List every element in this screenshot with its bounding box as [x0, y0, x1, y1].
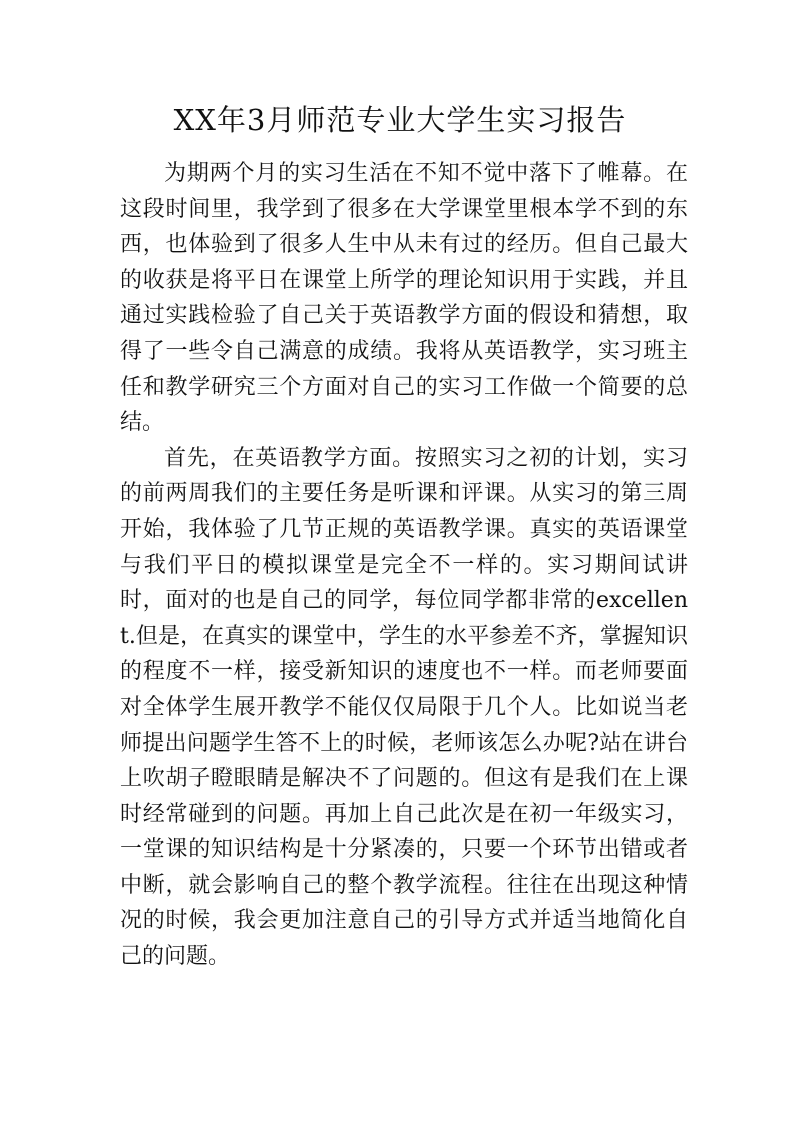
paragraph-intro: 为期两个月的实习生活在不知不觉中落下了帷幕。在这段时间里，我学到了很多在大学课堂里根本学不到的东西，也体验到了很多人生中从未有过的经历。但自己最大的收获是将平日在课堂上所学的理论知识用于实践，并且通过实践检验了自己关于英语教学方面的假设和猜想，取得了一些令自己满意的成绩。我将从英语教学，实习班主任和教学研究三个方面对自己的实习工作做一个简要的总结。: [120, 161, 688, 436]
paragraph-english-teaching: 首先，在英语教学方面。按照实习之初的计划，实习的前两周我们的主要任务是听课和评课。从实习的第三周开始，我体验了几节正规的英语教学课。真实的英语课堂与我们平日的模拟课堂是完全不一样的。实习期间试讲时，面对的也是自己的同学，每位同学都非常的excellent.但是，在真实的课堂中，学生的水平参差不齐，掌握知识的程度不一样，接受新知识的速度也不一样。而老师要面对全体学生展开教学不能仅仅局限于几个人。比如说当老师提出问题学生答不上的时候，老师该怎么办呢?站在讲台上吹胡子瞪眼睛是解决不了问题的。但这有是我们在上课时经常碰到的问题。再加上自己此次是在初一年级实习，一堂课的知识结构是十分紧凑的，只要一个环节出错或者中断，就会影响自己的整个教学流程。往往在出现这种情况的时候，我会更加注意自己的引导方式并适当地简化自己的问题。: [120, 445, 688, 970]
document-title: XX年3月师范专业大学生实习报告: [173, 103, 627, 137]
document-body: [120, 156, 688, 975]
